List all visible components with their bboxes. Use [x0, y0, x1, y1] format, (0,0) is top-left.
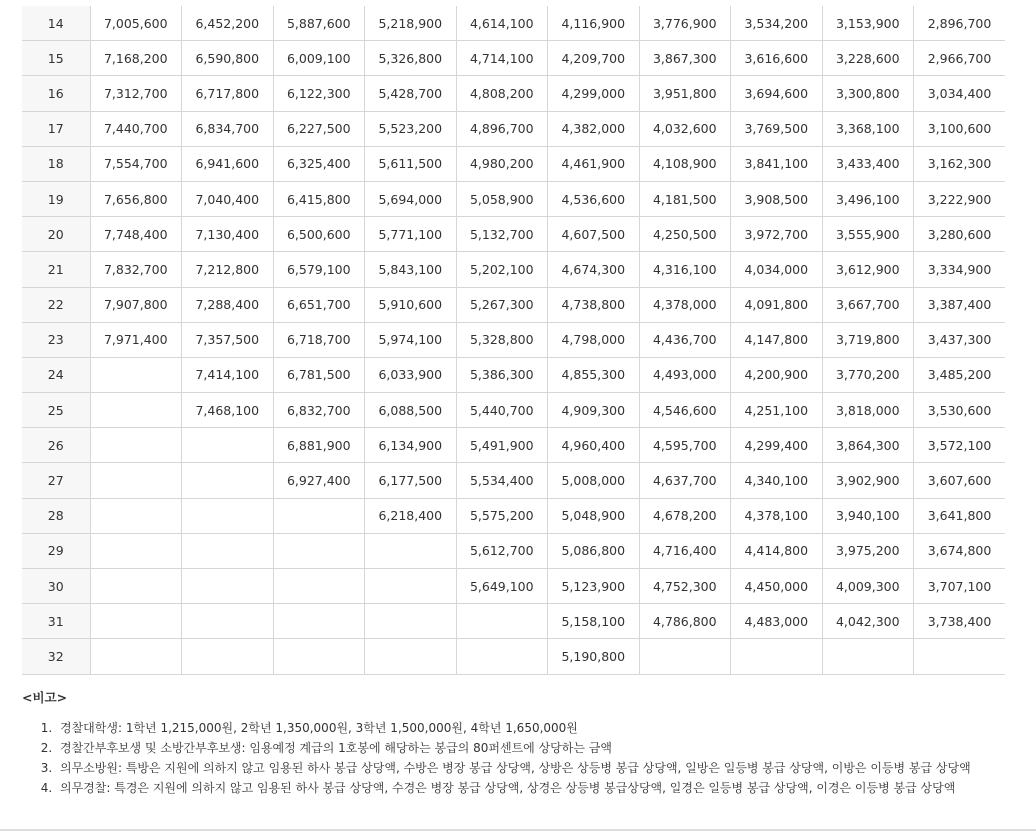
salary-cell: 6,177,500	[365, 463, 457, 498]
salary-cell: 6,941,600	[182, 146, 274, 181]
salary-cell: 3,841,100	[731, 146, 823, 181]
salary-cell	[456, 604, 548, 639]
salary-cell: 4,546,600	[639, 393, 731, 428]
salary-cell: 4,960,400	[548, 428, 640, 463]
salary-cell: 3,162,300	[914, 146, 1006, 181]
salary-cell: 5,132,700	[456, 217, 548, 252]
salary-cell	[365, 533, 457, 568]
salary-cell: 3,972,700	[731, 217, 823, 252]
salary-cell: 4,116,900	[548, 6, 640, 41]
salary-cell: 3,534,200	[731, 6, 823, 41]
salary-cell: 6,227,500	[273, 111, 365, 146]
salary-cell: 6,717,800	[182, 76, 274, 111]
salary-cell	[731, 639, 823, 674]
salary-cell: 4,855,300	[548, 357, 640, 392]
salary-cell: 3,485,200	[914, 357, 1006, 392]
salary-cell: 4,752,300	[639, 569, 731, 604]
table-row	[22, 252, 1005, 287]
table-row	[22, 639, 1005, 674]
salary-cell: 5,190,800	[548, 639, 640, 674]
salary-cell: 4,614,100	[456, 6, 548, 41]
salary-cell: 6,927,400	[273, 463, 365, 498]
salary-cell: 7,468,100	[182, 393, 274, 428]
salary-cell: 5,612,700	[456, 533, 548, 568]
salary-cell: 3,555,900	[822, 217, 914, 252]
salary-cell: 4,483,000	[731, 604, 823, 639]
salary-cell: 3,572,100	[914, 428, 1006, 463]
step-cell: 23	[22, 322, 90, 357]
salary-cell: 3,228,600	[822, 41, 914, 76]
salary-cell: 6,500,600	[273, 217, 365, 252]
salary-cell: 4,493,000	[639, 357, 731, 392]
salary-cell: 6,134,900	[365, 428, 457, 463]
salary-cell: 5,086,800	[548, 533, 640, 568]
salary-cell: 7,554,700	[90, 146, 182, 181]
salary-cell: 4,299,400	[731, 428, 823, 463]
step-cell: 21	[22, 252, 90, 287]
table-row	[22, 498, 1005, 533]
salary-cell: 5,910,600	[365, 287, 457, 322]
salary-cell	[914, 639, 1006, 674]
salary-cell: 4,032,600	[639, 111, 731, 146]
table-row	[22, 533, 1005, 568]
step-cell: 30	[22, 569, 90, 604]
salary-cell: 3,100,600	[914, 111, 1006, 146]
salary-cell	[182, 639, 274, 674]
salary-cell: 3,674,800	[914, 533, 1006, 568]
step-cell: 28	[22, 498, 90, 533]
salary-cell: 4,798,000	[548, 322, 640, 357]
salary-cell: 3,940,100	[822, 498, 914, 533]
salary-cell: 4,678,200	[639, 498, 731, 533]
salary-cell: 4,042,300	[822, 604, 914, 639]
salary-cell: 5,974,100	[365, 322, 457, 357]
salary-cell: 3,368,100	[822, 111, 914, 146]
salary-cell	[273, 498, 365, 533]
step-cell: 19	[22, 181, 90, 216]
salary-cell: 6,009,100	[273, 41, 365, 76]
salary-cell: 7,748,400	[90, 217, 182, 252]
notes-title: <비고>	[22, 690, 68, 705]
salary-cell: 3,387,400	[914, 287, 1006, 322]
step-cell: 17	[22, 111, 90, 146]
table-row	[22, 393, 1005, 428]
salary-cell: 2,966,700	[914, 41, 1006, 76]
salary-cell: 4,209,700	[548, 41, 640, 76]
salary-cell: 4,414,800	[731, 533, 823, 568]
salary-cell: 4,595,700	[639, 428, 731, 463]
salary-cell: 7,212,800	[182, 252, 274, 287]
table-row	[22, 111, 1005, 146]
salary-cell: 4,896,700	[456, 111, 548, 146]
step-cell: 25	[22, 393, 90, 428]
salary-cell: 4,316,100	[639, 252, 731, 287]
salary-cell: 4,250,500	[639, 217, 731, 252]
salary-cell	[90, 604, 182, 639]
salary-cell: 5,649,100	[456, 569, 548, 604]
step-cell: 24	[22, 357, 90, 392]
salary-cell: 3,867,300	[639, 41, 731, 76]
salary-cell: 4,461,900	[548, 146, 640, 181]
salary-cell: 5,008,000	[548, 463, 640, 498]
salary-cell: 4,738,800	[548, 287, 640, 322]
salary-cell: 4,378,000	[639, 287, 731, 322]
salary-cell: 7,440,700	[90, 111, 182, 146]
table-row	[22, 428, 1005, 463]
salary-cell: 3,738,400	[914, 604, 1006, 639]
step-cell: 15	[22, 41, 90, 76]
salary-table-body	[22, 6, 1005, 674]
salary-cell	[273, 604, 365, 639]
salary-cell: 6,218,400	[365, 498, 457, 533]
salary-cell: 3,607,600	[914, 463, 1006, 498]
salary-cell	[273, 569, 365, 604]
salary-cell: 3,770,200	[822, 357, 914, 392]
salary-cell	[822, 639, 914, 674]
salary-cell: 3,719,800	[822, 322, 914, 357]
salary-cell: 5,158,100	[548, 604, 640, 639]
salary-cell: 5,440,700	[456, 393, 548, 428]
salary-cell: 3,496,100	[822, 181, 914, 216]
table-row	[22, 181, 1005, 216]
salary-cell: 4,536,600	[548, 181, 640, 216]
salary-cell: 4,108,900	[639, 146, 731, 181]
salary-cell: 6,590,800	[182, 41, 274, 76]
salary-cell: 3,769,500	[731, 111, 823, 146]
salary-cell: 7,288,400	[182, 287, 274, 322]
salary-table	[22, 6, 1005, 675]
salary-cell	[90, 498, 182, 533]
salary-cell: 4,382,000	[548, 111, 640, 146]
salary-cell: 4,909,300	[548, 393, 640, 428]
salary-cell	[273, 533, 365, 568]
salary-cell: 7,971,400	[90, 322, 182, 357]
table-row	[22, 322, 1005, 357]
step-cell: 27	[22, 463, 90, 498]
salary-cell: 7,656,800	[90, 181, 182, 216]
salary-cell: 7,832,700	[90, 252, 182, 287]
salary-cell: 3,902,900	[822, 463, 914, 498]
table-row	[22, 287, 1005, 322]
salary-cell: 4,436,700	[639, 322, 731, 357]
step-cell: 18	[22, 146, 90, 181]
salary-cell: 3,334,900	[914, 252, 1006, 287]
salary-cell: 3,951,800	[639, 76, 731, 111]
salary-cell: 4,607,500	[548, 217, 640, 252]
salary-cell: 3,034,400	[914, 76, 1006, 111]
salary-cell: 3,694,600	[731, 76, 823, 111]
salary-cell: 4,009,300	[822, 569, 914, 604]
salary-cell: 3,908,500	[731, 181, 823, 216]
salary-cell: 6,651,700	[273, 287, 365, 322]
salary-cell: 6,834,700	[182, 111, 274, 146]
salary-cell	[182, 428, 274, 463]
step-cell: 26	[22, 428, 90, 463]
salary-cell: 5,328,800	[456, 322, 548, 357]
salary-cell: 5,843,100	[365, 252, 457, 287]
step-cell: 14	[22, 6, 90, 41]
salary-cell	[273, 639, 365, 674]
salary-cell: 3,975,200	[822, 533, 914, 568]
salary-cell	[456, 639, 548, 674]
salary-cell: 4,200,900	[731, 357, 823, 392]
salary-cell: 3,153,900	[822, 6, 914, 41]
note-item: 2. 경찰간부후보생 및 소방간부후보생: 임용예정 계급의 1호봉에 해당하는 봉급의 80퍼센트에 상당하는 금액	[56, 738, 1012, 758]
salary-cell: 4,716,400	[639, 533, 731, 568]
salary-cell: 4,340,100	[731, 463, 823, 498]
salary-cell: 7,168,200	[90, 41, 182, 76]
salary-cell: 5,218,900	[365, 6, 457, 41]
salary-cell: 4,450,000	[731, 569, 823, 604]
salary-cell: 3,300,800	[822, 76, 914, 111]
step-cell: 29	[22, 533, 90, 568]
salary-cell: 6,881,900	[273, 428, 365, 463]
step-cell: 16	[22, 76, 90, 111]
table-row	[22, 217, 1005, 252]
salary-cell: 6,122,300	[273, 76, 365, 111]
step-cell: 32	[22, 639, 90, 674]
salary-cell: 6,325,400	[273, 146, 365, 181]
step-cell: 20	[22, 217, 90, 252]
salary-cell: 3,437,300	[914, 322, 1006, 357]
salary-cell: 5,534,400	[456, 463, 548, 498]
salary-cell: 6,832,700	[273, 393, 365, 428]
salary-cell: 6,579,100	[273, 252, 365, 287]
table-row	[22, 604, 1005, 639]
salary-cell: 4,299,000	[548, 76, 640, 111]
salary-cell: 3,280,600	[914, 217, 1006, 252]
salary-cell: 4,181,500	[639, 181, 731, 216]
salary-cell: 5,202,100	[456, 252, 548, 287]
salary-cell: 4,147,800	[731, 322, 823, 357]
salary-cell: 5,267,300	[456, 287, 548, 322]
salary-cell: 5,694,000	[365, 181, 457, 216]
salary-cell: 7,907,800	[90, 287, 182, 322]
salary-cell: 4,714,100	[456, 41, 548, 76]
salary-cell: 7,040,400	[182, 181, 274, 216]
salary-cell	[182, 533, 274, 568]
salary-cell: 6,415,800	[273, 181, 365, 216]
step-cell: 31	[22, 604, 90, 639]
salary-cell: 3,818,000	[822, 393, 914, 428]
salary-cell	[182, 604, 274, 639]
salary-cell: 5,491,900	[456, 428, 548, 463]
note-item: 1. 경찰대학생: 1학년 1,215,000원, 2학년 1,350,000원, 3학년 1,500,000원, 4학년 1,650,000원	[56, 718, 1012, 738]
salary-cell: 4,637,700	[639, 463, 731, 498]
salary-cell: 5,123,900	[548, 569, 640, 604]
salary-cell: 7,312,700	[90, 76, 182, 111]
salary-cell: 5,428,700	[365, 76, 457, 111]
salary-cell	[182, 498, 274, 533]
salary-cell: 7,414,100	[182, 357, 274, 392]
notes-list	[22, 718, 1012, 798]
step-cell: 22	[22, 287, 90, 322]
salary-cell: 4,808,200	[456, 76, 548, 111]
salary-cell	[365, 604, 457, 639]
salary-cell: 4,980,200	[456, 146, 548, 181]
salary-cell	[90, 639, 182, 674]
salary-cell: 4,251,100	[731, 393, 823, 428]
salary-cell	[90, 569, 182, 604]
note-item: 4. 의무경찰: 특경은 지원에 의하지 않고 임용된 하사 봉급 상당액, 수경은 병장 봉급 상당액, 상경은 상등병 봉급상당액, 일경은 일등병 봉급 상당액, 이경은 이등병 봉급 상당액	[56, 778, 1012, 798]
salary-cell: 3,667,700	[822, 287, 914, 322]
salary-cell	[90, 463, 182, 498]
salary-cell: 4,034,000	[731, 252, 823, 287]
salary-cell: 7,130,400	[182, 217, 274, 252]
salary-cell: 4,786,800	[639, 604, 731, 639]
table-row	[22, 41, 1005, 76]
salary-cell: 3,616,600	[731, 41, 823, 76]
table-row	[22, 76, 1005, 111]
salary-cell: 3,864,300	[822, 428, 914, 463]
table-row	[22, 357, 1005, 392]
salary-cell: 4,378,100	[731, 498, 823, 533]
salary-cell: 3,612,900	[822, 252, 914, 287]
salary-cell: 4,674,300	[548, 252, 640, 287]
salary-cell	[90, 357, 182, 392]
salary-cell	[639, 639, 731, 674]
salary-cell: 5,575,200	[456, 498, 548, 533]
salary-cell: 3,641,800	[914, 498, 1006, 533]
salary-cell	[182, 569, 274, 604]
table-row	[22, 6, 1005, 41]
salary-cell	[90, 533, 182, 568]
salary-cell: 6,088,500	[365, 393, 457, 428]
notes-section	[22, 688, 1012, 798]
salary-cell: 3,707,100	[914, 569, 1006, 604]
salary-cell: 7,357,500	[182, 322, 274, 357]
salary-cell: 2,896,700	[914, 6, 1006, 41]
salary-cell	[365, 639, 457, 674]
salary-cell: 5,326,800	[365, 41, 457, 76]
table-row	[22, 569, 1005, 604]
note-item: 3. 의무소방원: 특방은 지원에 의하지 않고 임용된 하사 봉급 상당액, 수방은 병장 봉급 상당액, 상방은 상등병 봉급 상당액, 일방은 일등병 봉급 상당액, 이방은 이등병 봉급 상당액	[56, 758, 1012, 778]
table-row	[22, 146, 1005, 181]
salary-cell: 6,452,200	[182, 6, 274, 41]
salary-cell: 6,781,500	[273, 357, 365, 392]
salary-cell: 4,091,800	[731, 287, 823, 322]
salary-cell: 3,433,400	[822, 146, 914, 181]
salary-cell: 5,058,900	[456, 181, 548, 216]
salary-cell: 5,523,200	[365, 111, 457, 146]
salary-cell: 5,048,900	[548, 498, 640, 533]
salary-cell: 3,530,600	[914, 393, 1006, 428]
salary-cell: 6,718,700	[273, 322, 365, 357]
salary-cell: 3,776,900	[639, 6, 731, 41]
salary-cell: 7,005,600	[90, 6, 182, 41]
salary-cell: 3,222,900	[914, 181, 1006, 216]
salary-cell: 6,033,900	[365, 357, 457, 392]
salary-cell: 5,771,100	[365, 217, 457, 252]
salary-cell	[182, 463, 274, 498]
salary-cell	[90, 393, 182, 428]
salary-cell	[90, 428, 182, 463]
salary-cell: 5,611,500	[365, 146, 457, 181]
salary-cell: 5,887,600	[273, 6, 365, 41]
salary-cell: 5,386,300	[456, 357, 548, 392]
salary-cell	[365, 569, 457, 604]
table-row	[22, 463, 1005, 498]
